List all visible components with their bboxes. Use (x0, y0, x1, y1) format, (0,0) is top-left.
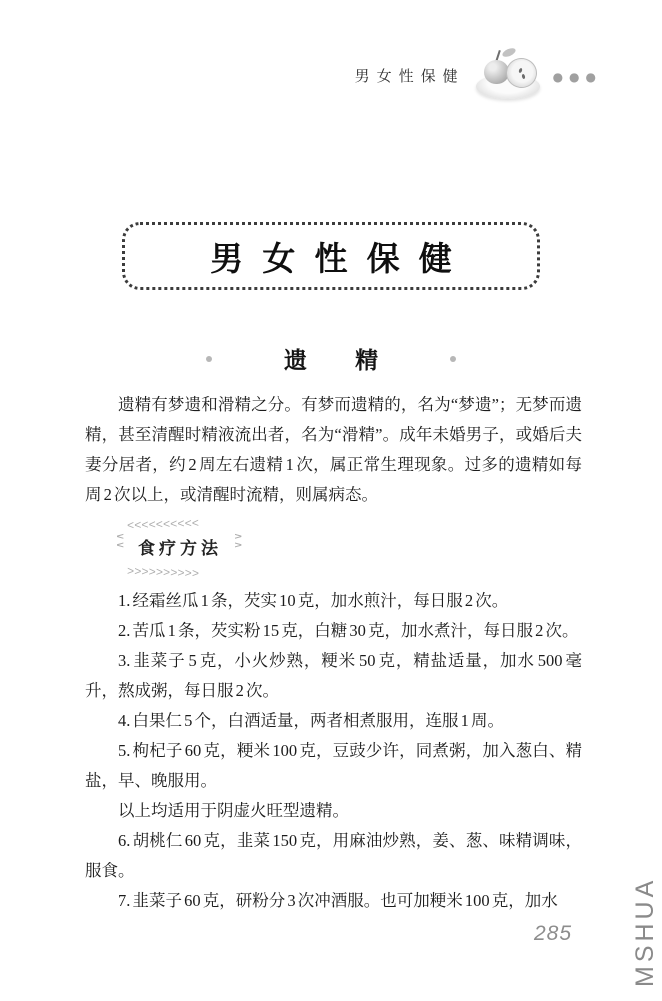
recipe-item-6: 6. 胡桃仁 60 克，韭菜 150 克，用麻油炒熟，姜、葱、味精调味，服食。 (85, 831, 582, 880)
chapter-title: 男女性保健 (210, 239, 471, 277)
apple-leaf-icon (501, 46, 517, 58)
running-header-title: 男女性保健 (354, 67, 465, 85)
intro-paragraph: 遗精有梦遗和滑精之分。有梦而遗精的，名为“梦遗”；无梦而遗精，甚至清醒时精液流出者，名为“滑精”。成年未婚男子，或婚后夫妻分居者，约 2 周左右遗精 1 次，属正常生理现象。过多的遗精如每周 2 次以上，或清醒时流精，则属病态。 (85, 395, 582, 504)
method-label-box (113, 516, 243, 582)
recipe-item-1: 1. 经霜丝瓜 1 条，芡实 10 克，加水煎汁，每日服 2 次。 (118, 591, 509, 610)
page-number: 285 (534, 922, 573, 945)
recipe-item-2: 2. 苦瓜 1 条，芡实粉 15 克，白糖 30 克，加水煮汁，每日服 2 次。 (118, 621, 579, 640)
chevron-border-top-icon: <<<<<<<<<< (126, 516, 200, 534)
recipe-item-7: 7. 韭菜子 60 克，研粉分 3 次冲酒服。也可加粳米 100 克，加水 (118, 891, 558, 910)
chevron-border-bottom-icon: >>>>>>>>>> (126, 564, 200, 582)
chevron-border-left-icon: ∨∨ (113, 533, 125, 551)
running-header (355, 46, 602, 104)
recipe-item-4: 4. 白果仁 5 个，白酒适量，两者相煮服用，连服 1 周。 (118, 711, 504, 730)
body-text (85, 390, 582, 916)
method-label: 食疗方法 (138, 539, 222, 558)
apples-plate-image (475, 47, 543, 103)
ellipsis-dots-icon: ●●● (552, 70, 602, 84)
recipe-item-3: 3. 韭菜子 5 克，小火炒熟，粳米 50 克，精盐适量，加水 500 毫升，熬成粥，每日服 2 次。 (85, 651, 582, 700)
side-watermark-text: MSHUA (631, 876, 659, 987)
decor-dot-icon (450, 356, 456, 362)
whole-apple-icon (484, 60, 509, 84)
recipe-item-5: 5. 枸杞子 60 克，粳米 100 克，豆豉少许，同煮粥，加入葱白、精盐，早、晚服用。 (85, 741, 582, 790)
chapter-title-box (122, 222, 540, 290)
note-paragraph: 以上均适用于阴虚火旺型遗精。 (118, 801, 349, 820)
chevron-border-right-icon: ∧∧ (231, 533, 243, 551)
decor-dot-icon (206, 356, 212, 362)
section-title: 遗精 (283, 348, 427, 373)
section-heading (0, 342, 662, 375)
